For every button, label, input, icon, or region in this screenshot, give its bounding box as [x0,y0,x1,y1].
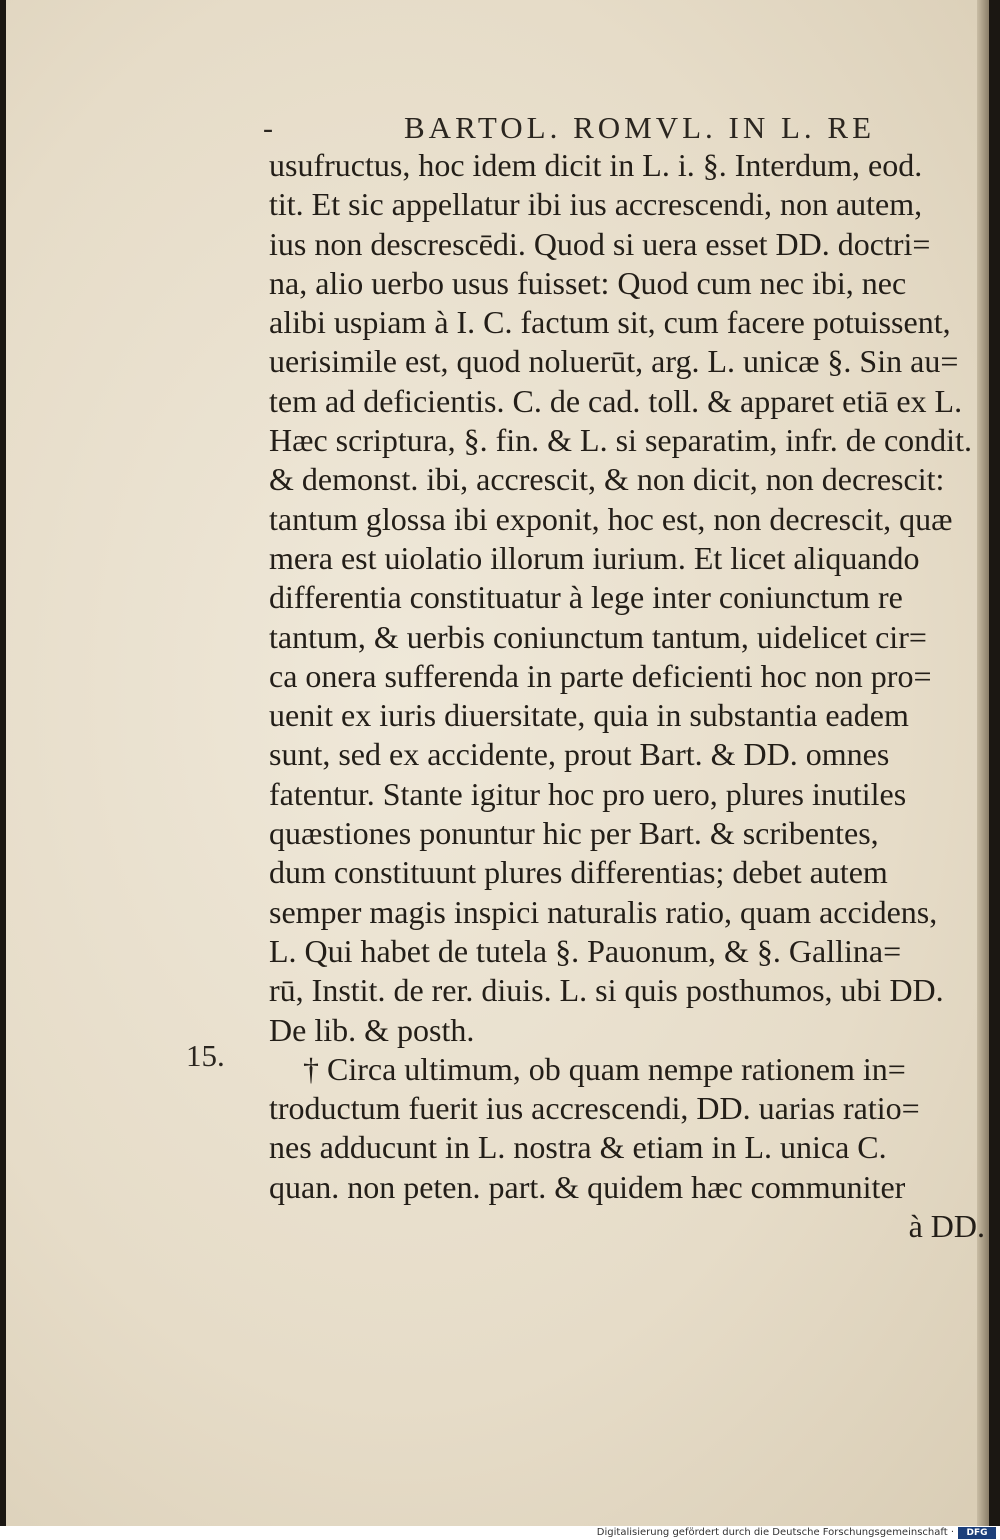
text-line: usufructus, hoc idem dicit in L. i. §. Interdum, eod. [269,147,923,183]
text-line: & demonst. ibi, accrescit, & non dicit, non decrescit: [269,461,945,498]
text-line: na, alio uerbo usus fuisset: Quod cum nec ibi, nec [269,264,907,301]
text-line: Hæc scriptura, §. fin. & L. si separatim, infr. de condit. [269,422,972,459]
text-line: tem ad deficientis. C. de cad. toll. & apparet etiā ex L. [269,382,963,419]
text-line: L. Qui habet de tutela §. Pauonum, & §. Gallina= [269,932,902,969]
text-line: rū, Instit. de rer. diuis. L. si quis posthumos, ubi DD. [269,972,944,1009]
text-line: semper magis inspici naturalis ratio, quam accidens, [269,893,938,930]
text-line: mera est uiolatio illorum iurium. Et licet aliquando [269,539,920,576]
text-line: nes adducunt in L. nostra & etiam in L. unica C. [269,1129,887,1166]
margin-number: 15. [186,1038,225,1073]
text-line: De lib. & posth. [269,1011,475,1048]
text-line: differentia constituatur à lege inter coniunctum re [269,579,903,616]
running-head: BARTOL. ROMVL. IN L. RE [404,110,876,145]
text-line: uerisimile est, quod noluerūt, arg. L. unicæ §. Sin au= [269,343,959,380]
catchword: à DD. [908,1208,985,1245]
text-line: sunt, sed ex accidente, prout Bart. & DD. omnes [269,736,890,773]
text-line: tit. Et sic appellatur ibi ius accrescendi, non autem, [269,186,923,223]
text-line: troductum fuerit ius accrescendi, DD. uarias ratio= [269,1090,920,1127]
text-line: fatentur. Stante igitur hoc pro uero, plures inutiles [269,775,907,812]
dfg-logo-icon: DFG [958,1527,996,1539]
text-line: tantum, & uerbis coniunctum tantum, uidelicet cir= [269,618,927,655]
text-line: ca onera sufferenda in parte deficienti hoc non pro= [269,657,932,694]
text-line: uenit ex iuris diuersitate, quia in substantia eadem [269,697,909,734]
footer-credit: Digitalisierung gefördert durch die Deutsche Forschungsgemeinschaft · [596,1527,954,1538]
text-line: ius non descrescēdi. Quod si uera esset DD. doctri= [269,225,931,262]
text-line: quæstiones ponuntur hic per Bart. & scribentes, [269,815,879,852]
text-line: quan. non peten. part. & quidem hæc communiter [269,1168,906,1205]
body-text [269,146,989,1246]
text-line: alibi uspiam à I. C. factum sit, cum facere potuissent, [269,304,951,341]
header-dash: - [263,112,273,145]
text-line: dum constituunt plures differentias; debet autem [269,854,888,891]
text-line: tantum glossa ibi exponit, hoc est, non decrescit, quæ [269,500,953,537]
text-line: † Circa ultimum, ob quam nempe rationem in= [303,1050,906,1087]
